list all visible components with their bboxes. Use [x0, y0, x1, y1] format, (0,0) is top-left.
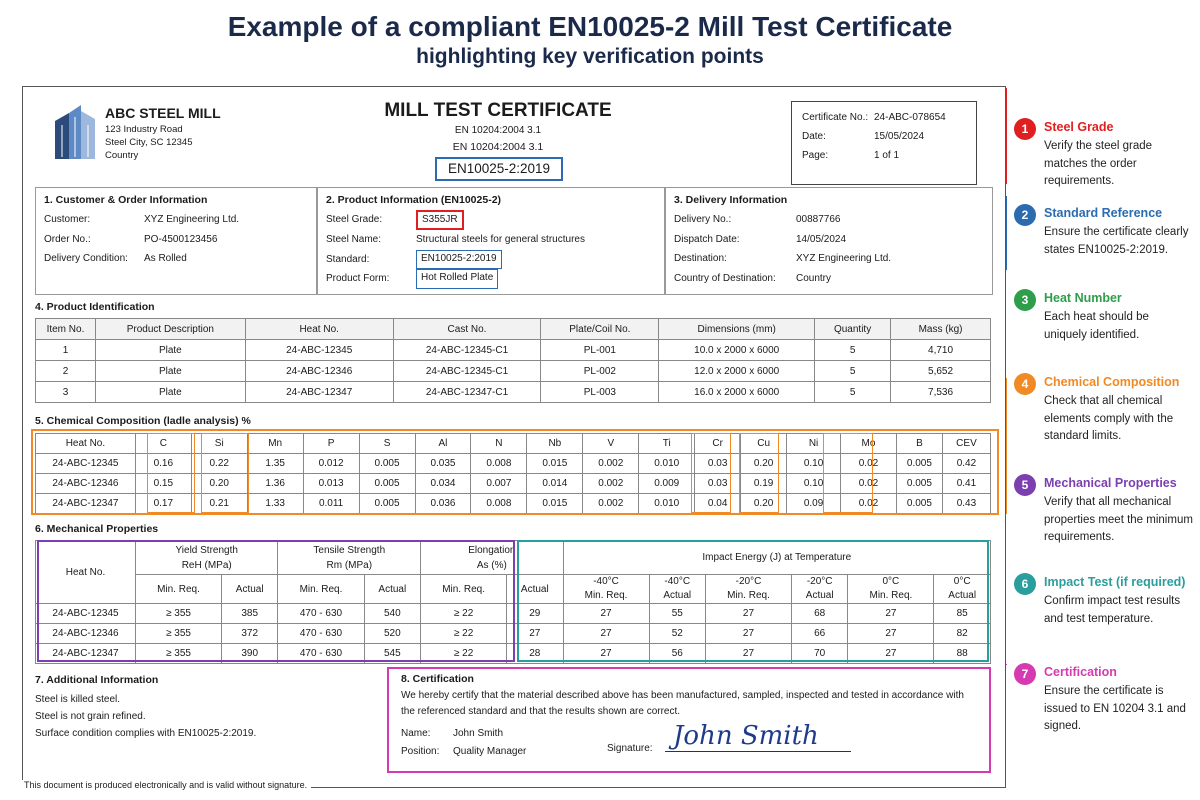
point-title: Chemical Composition [1044, 375, 1180, 389]
column-header: CEV [942, 434, 990, 454]
column-header: S [359, 434, 415, 454]
certificate-date: 15/05/2024 [874, 131, 925, 142]
table-row: 24-ABC-12345 ≥ 355 385 470 - 630 540 ≥ 22 29 27 55 27 68 27 85 [36, 604, 991, 624]
identification-table [35, 318, 991, 403]
point-title: Mechanical Properties [1044, 476, 1177, 490]
point-description: Verify that all mechanical properties meet the minimum requirements. [1044, 496, 1193, 543]
signatory-name: John Smith [453, 728, 504, 739]
number-badge: 1 [1014, 118, 1036, 140]
column-header: B [896, 434, 942, 454]
document-footer: This document is produced electronically and is valid without signature. [20, 780, 311, 790]
standard-line-1: EN 10204:2004 3.1 [454, 125, 542, 136]
point-description: Each heat should be uniquely identified. [1044, 311, 1149, 341]
column-header: P [303, 434, 359, 454]
point-title: Impact Test (if required) [1044, 575, 1186, 589]
table-row: 1 Plate 24-ABC-12345 24-ABC-12345-C1 PL-001 10.0 x 2000 x 6000 5 4,710 [36, 340, 991, 361]
mill-address: 123 Industry Road Steel City, SC 12345 Country [105, 124, 193, 161]
column-header: Product Description [95, 319, 245, 340]
signature: John Smith [673, 721, 819, 751]
column-header: Mn [247, 434, 303, 454]
column-header: Heat No. [245, 319, 393, 340]
number-badge: 2 [1014, 204, 1036, 226]
column-header: Mo [841, 434, 897, 454]
column-header: V [583, 434, 639, 454]
point-title: Steel Grade [1044, 120, 1114, 134]
identification-heading: 4. Product Identification [35, 301, 155, 313]
column-header: Plate/Coil No. [541, 319, 659, 340]
point-title: Heat Number [1044, 291, 1122, 305]
point-title: Standard Reference [1044, 206, 1163, 220]
column-header: Cast No. [393, 319, 541, 340]
table-row: 24-ABC-12347 ≥ 355 390 470 - 630 545 ≥ 22 28 27 56 27 70 27 88 [36, 644, 991, 664]
column-header: Quantity [815, 319, 891, 340]
column-header: Al [415, 434, 471, 454]
table-row: 2 Plate 24-ABC-12346 24-ABC-12345-C1 PL-002 12.0 x 2000 x 6000 5 5,652 [36, 361, 991, 382]
certificate-title: MILL TEST CERTIFICATE [384, 100, 612, 121]
standard-main-highlight: EN10025-2:2019 [435, 157, 563, 181]
column-header: C [135, 434, 191, 454]
product-section: 2. Product Information (EN10025-2) Steel Grade: S355JR Steel Name: Structural steels for general structures Standard: EN10025-2:2019 Product Form: Hot Rolled Plate [317, 187, 665, 295]
column-header: Cr [695, 434, 741, 454]
infographic-title: Example of a compliant EN10025-2 Mill Test Certificate [227, 11, 953, 42]
infographic-header [0, 10, 1180, 70]
mill-logo-icon [53, 103, 97, 159]
delivery-section: 3. Delivery Information Delivery No.: 00887766 Dispatch Date: 14/05/2024 Destination: XYZ Engineering Ltd. Country of Destination: Country [665, 187, 993, 295]
column-header: Mass (kg) [891, 319, 991, 340]
signatory-position: Quality Manager [453, 746, 527, 757]
mechanical-heading: 6. Mechanical Properties [35, 523, 159, 535]
certification-text: We hereby certify that the material described above has been manufactured, sampled, inspected and tested in accordance with the referenced standard and that the results shown are correct. [401, 690, 964, 717]
point-description: Ensure the certificate is issued to EN 10204 3.1 and signed. [1044, 685, 1186, 732]
column-header: N [471, 434, 527, 454]
table-row: 24-ABC-12345 0.16 0.22 1.35 0.012 0.005 0.035 0.008 0.015 0.002 0.010 0.03 0.20 0.10 0.02 0.005 0.42 [36, 454, 991, 474]
column-header: Heat No. [36, 434, 136, 454]
table-row: 24-ABC-12346 ≥ 355 372 470 - 630 520 ≥ 22 27 27 52 27 66 27 82 [36, 624, 991, 644]
standard-highlight: EN10025-2:2019 [416, 250, 502, 270]
certificate-number: 24-ABC-078654 [874, 112, 946, 123]
infographic-subtitle: highlighting key verification points [416, 45, 764, 68]
column-header: Ti [639, 434, 695, 454]
customer-section: 1. Customer & Order Information Customer: XYZ Engineering Ltd. Order No.: PO-4500123456 Delivery Condition: As Rolled [35, 187, 317, 295]
certificate-page: 1 of 1 [874, 150, 900, 161]
number-badge: 5 [1014, 474, 1036, 496]
certificate-info-box: Certificate No.: 24-ABC-078654 Date: 15/05/2024 Page: 1 of 1 [791, 101, 977, 185]
standard-line-2: EN 10204:2004 3.1 [452, 141, 544, 153]
number-badge: 7 [1014, 663, 1036, 685]
point-description: Verify the steel grade matches the order requirements. [1044, 140, 1153, 187]
table-row: 24-ABC-12347 0.17 0.21 1.33 0.011 0.005 0.036 0.008 0.015 0.002 0.010 0.04 0.20 0.09 0.02 0.005 0.43 [36, 494, 991, 514]
table-row: 24-ABC-12346 0.15 0.20 1.36 0.013 0.005 0.034 0.007 0.014 0.002 0.009 0.03 0.19 0.10 0.02 0.005 0.41 [36, 474, 991, 494]
point-description: Confirm impact test results and test temperature. [1044, 595, 1181, 625]
certification-section: 8. Certification We hereby certify that the material described above has been manufactured, sampled, inspected and tested in accordance with the referenced standard and that the results shown are correct. Name: John Smith Position: Quality Manager Signature: John Smith [387, 667, 991, 773]
column-header: Dimensions (mm) [659, 319, 815, 340]
column-header: Ni [787, 434, 841, 454]
table-row: 3 Plate 24-ABC-12347 24-ABC-12347-C1 PL-003 16.0 x 2000 x 6000 5 7,536 [36, 382, 991, 403]
steel-grade-highlight: S355JR [416, 210, 464, 230]
point-description: Check that all chemical elements comply with the standard limits. [1044, 395, 1174, 442]
chemical-table [35, 433, 991, 514]
chemical-heading: 5. Chemical Composition (ladle analysis) % [35, 415, 251, 427]
column-header: Si [191, 434, 247, 454]
certificate-document [22, 86, 1006, 788]
additional-section: 7. Additional Information Steel is killed steel. Steel is not grain refined. Surface condition complies with EN10025-2:2019. [35, 674, 257, 739]
number-badge: 6 [1014, 573, 1036, 595]
column-header: Item No. [36, 319, 96, 340]
number-badge: 4 [1014, 373, 1036, 395]
mechanical-table: Heat No. Yield Strength ReH (MPa) Tensile Strength Rm (MPa) Elongation As (%) Impact Energy (J) at Temperature Min. Req. Actual Min. Req. Actual Min. Req. Actual -40°C Min. Req. -40°C Actual -20°C Min. Req. -20°C Actual 0°C Min. Req. 0°C Actual 24-ABC-12345 ≥ 355 385 470 - 630 540 ≥ 22 29 27 55 27 68 27 85 24-ABC-12346 ≥ 355 372 470 - 630 520 ≥ 22 27 27 52 27 66 27 82 24-ABC-12347 ≥ 355 390 470 - 630 545 ≥ 22 28 27 56 27 70 27 88 [35, 540, 991, 664]
mill-name: ABC STEEL MILL [105, 105, 221, 121]
column-header: Cu [741, 434, 787, 454]
number-badge: 3 [1014, 289, 1036, 311]
point-title: Certification [1044, 665, 1117, 679]
point-description: Ensure the certificate clearly states EN10025-2:2019. [1044, 226, 1189, 256]
column-header: Nb [527, 434, 583, 454]
